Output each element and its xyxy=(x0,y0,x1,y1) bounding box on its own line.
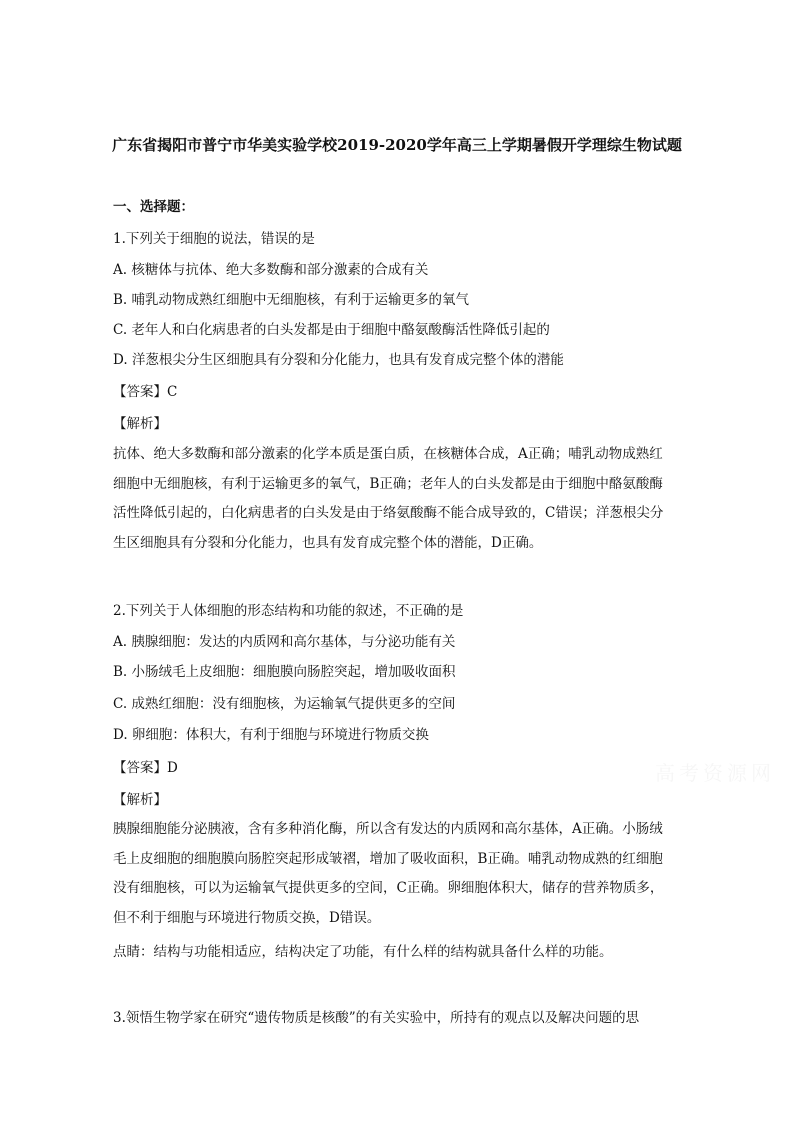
question-2-note: 点睛：结构与功能相适应，结构决定了功能，有什么样的结构就具备什么样的功能。 xyxy=(113,944,613,960)
question-1-analysis-label: 【解析】 xyxy=(113,416,167,432)
question-2-answer: 【答案】D xyxy=(113,760,178,776)
analysis-line: 胰腺细胞能分泌胰液，含有多种消化酶，所以含有发达的内质网和高尔基体，A正确。小肠绒 xyxy=(113,821,663,837)
analysis-line: 抗体、绝大多数酶和部分激素的化学本质是蛋白质，在核糖体合成，A正确；哺乳动物成熟红 xyxy=(113,446,663,462)
question-1-stem: 1.下列关于细胞的说法，错误的是 xyxy=(113,231,315,247)
watermark xyxy=(655,757,775,786)
analysis-line: 细胞中无细胞核，有利于运输更多的氧气，B正确；老年人的白头发都是由于细胞中酪氨酸酶 xyxy=(113,475,663,492)
question-2-option-d: D. 卵细胞：体积大，有利于细胞与环境进行物质交换 xyxy=(113,727,429,743)
analysis-line: 毛上皮细胞的细胞膜向肠腔突起形成皱褶，增加了吸收面积，B正确。哺乳动物成熟的红细胞 xyxy=(113,850,663,867)
question-1-option-c: C. 老年人和白化病患者的白头发都是由于细胞中酪氨酸酶活性降低引起的 xyxy=(113,322,550,338)
question-1-option-d: D. 洋葱根尖分生区细胞具有分裂和分化能力，也具有发育成完整个体的潜能 xyxy=(113,352,564,368)
question-2-option-b: B. 小肠绒毛上皮细胞：细胞膜向肠腔突起，增加吸收面积 xyxy=(113,664,456,680)
question-2-analysis xyxy=(113,815,679,933)
analysis-line: 但不利于细胞与环境进行物质交换，D错误。 xyxy=(113,909,381,926)
analysis-line: 没有细胞核，可以为运输氧气提供更多的空间，C正确。卵细胞体积大，储存的营养物质多， xyxy=(113,880,664,896)
question-1-option-a: A. 核糖体与抗体、绝大多数酶和部分激素的合成有关 xyxy=(113,262,429,278)
question-1-analysis xyxy=(113,440,679,558)
question-3-stem: 3.领悟生物学家在研究“遗传物质是核酸”的有关实验中，所持有的观点以及解决问题的思 xyxy=(113,1010,640,1026)
question-1-option-b: B. 哺乳动物成熟红细胞中无细胞核，有利于运输更多的氧气 xyxy=(113,292,470,308)
question-2-option-c: C. 成熟红细胞：没有细胞核，为运输氧气提供更多的空间 xyxy=(113,696,456,712)
document-title: 广东省揭阳市普宁市华美实验学校2019-2020学年高三上学期暑假开学理综生物试题 xyxy=(112,136,682,154)
section-heading: 一、选择题： xyxy=(113,199,194,215)
analysis-line: 生区细胞具有分裂和分化能力，也具有发育成完整个体的潜能，D正确。 xyxy=(113,534,543,551)
question-2-stem: 2.下列关于人体细胞的形态结构和功能的叙述，不正确的是 xyxy=(113,603,464,619)
question-2-analysis-label: 【解析】 xyxy=(113,792,167,808)
question-2-option-a: A. 胰腺细胞：发达的内质网和高尔基体，与分泌功能有关 xyxy=(113,634,456,650)
analysis-line: 活性降低引起的，白化病患者的白头发是由于络氨酸酶不能合成导致的，C错误；洋葱根尖分 xyxy=(113,505,664,521)
question-1-answer: 【答案】C xyxy=(113,384,178,400)
